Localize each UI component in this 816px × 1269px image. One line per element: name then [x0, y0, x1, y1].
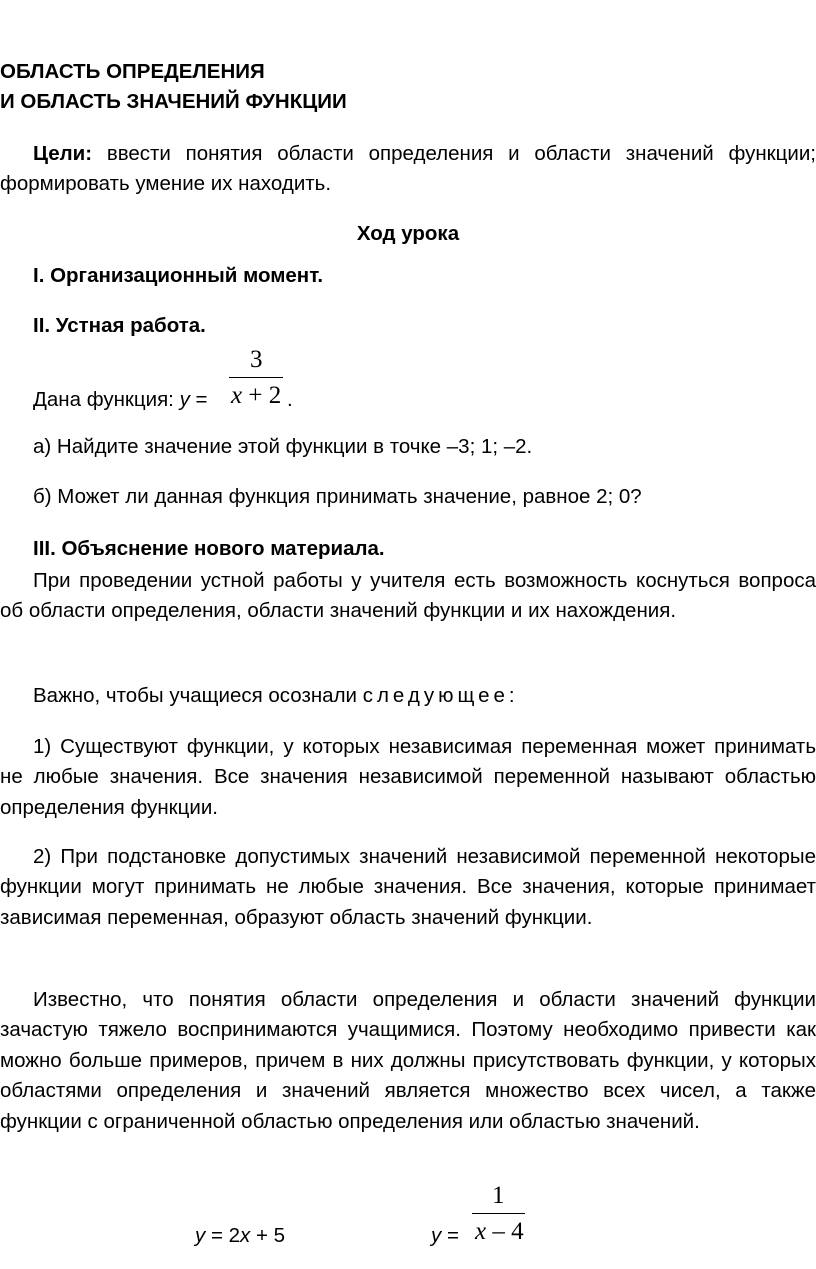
paragraph-oral-work: При проведении устной работы у учителя есть возможность коснуться вопроса об области определения, области значений функции и их нахождения. [0, 569, 816, 623]
task-a: а) Найдите значение этой функции в точке –3; 1; –2. [33, 435, 533, 458]
goals-paragraph [0, 139, 816, 200]
example2-var-y: y [431, 1224, 442, 1247]
function-given-line [33, 384, 208, 416]
denominator2-var: x [475, 1218, 487, 1245]
goals-text: ввести понятия области определения и области значений функции; формировать умение их находить. [0, 142, 816, 196]
example-linear-function [195, 1220, 285, 1252]
section-3-heading: III. Объяснение нового материала. [33, 537, 385, 560]
point-2: 2) При подстановке допустимых значений независимой переменной некоторые функции могут принимать не любые значения. Все значения, которые принимает зависимая переменная, образуют область значений функции. [0, 845, 816, 929]
function-var-y: y [179, 388, 190, 411]
important-text: Важно, чтобы учащиеся осознали [33, 684, 363, 707]
important-colon: : [508, 684, 515, 707]
fraction2-denominator [475, 1219, 524, 1244]
denominator-var: x [231, 382, 243, 409]
function-equals: = [189, 388, 208, 411]
example1-var-y: y [195, 1224, 206, 1247]
section-2-heading: II. Устная работа. [33, 314, 206, 337]
fraction2-numerator: 1 [492, 1182, 505, 1209]
denominator-rest: + 2 [242, 382, 282, 409]
fraction-1-over-x-minus-4 [472, 1181, 528, 1245]
important-spaced-word: следующее [362, 684, 509, 707]
function-given-prefix: Дана функция: [33, 388, 180, 411]
denominator2-rest: – 4 [486, 1218, 524, 1245]
lesson-heading: Ход урока [356, 222, 460, 245]
goals-label: Цели: [33, 142, 93, 165]
example1-var-x: x [240, 1224, 251, 1247]
fraction-denominator [231, 383, 281, 408]
fraction2-bar [472, 1213, 525, 1214]
example1-eq: = 2 [205, 1224, 241, 1247]
fraction-numerator: 3 [250, 346, 263, 373]
example-rational-prefix [431, 1220, 459, 1252]
fraction-bar [229, 377, 283, 378]
fraction-3-over-x-plus-2 [229, 345, 285, 409]
point-1: 1) Существуют функции, у которых независимая переменная может принимать не любые значения. Все значения независимой переменной называют областью определения функции. [0, 735, 816, 819]
section-1-heading: I. Организационный момент. [33, 264, 324, 287]
example1-rest: + 5 [250, 1224, 286, 1247]
important-line [33, 680, 515, 712]
paragraph-examples: Известно, что понятия области определения и области значений функции зачастую тяжело воспринимаются учащимися. Поэтому необходимо привести как можно больше примеров, причем в них должны присутствовать функции, у которых областями определения и значений является множество всех чисел, а также функции с ограниченной областью определения или областью значений. [0, 988, 816, 1133]
task-b: б) Может ли данная функция принимать значение, равное 2; 0? [33, 485, 642, 508]
title-line-1: ОБЛАСТЬ ОПРЕДЕЛЕНИЯ [0, 60, 265, 83]
example2-eq: = [441, 1224, 459, 1247]
title-line-2: И ОБЛАСТЬ ЗНАЧЕНИЙ ФУНКЦИИ [0, 90, 347, 113]
function-given-period: . [287, 388, 293, 411]
